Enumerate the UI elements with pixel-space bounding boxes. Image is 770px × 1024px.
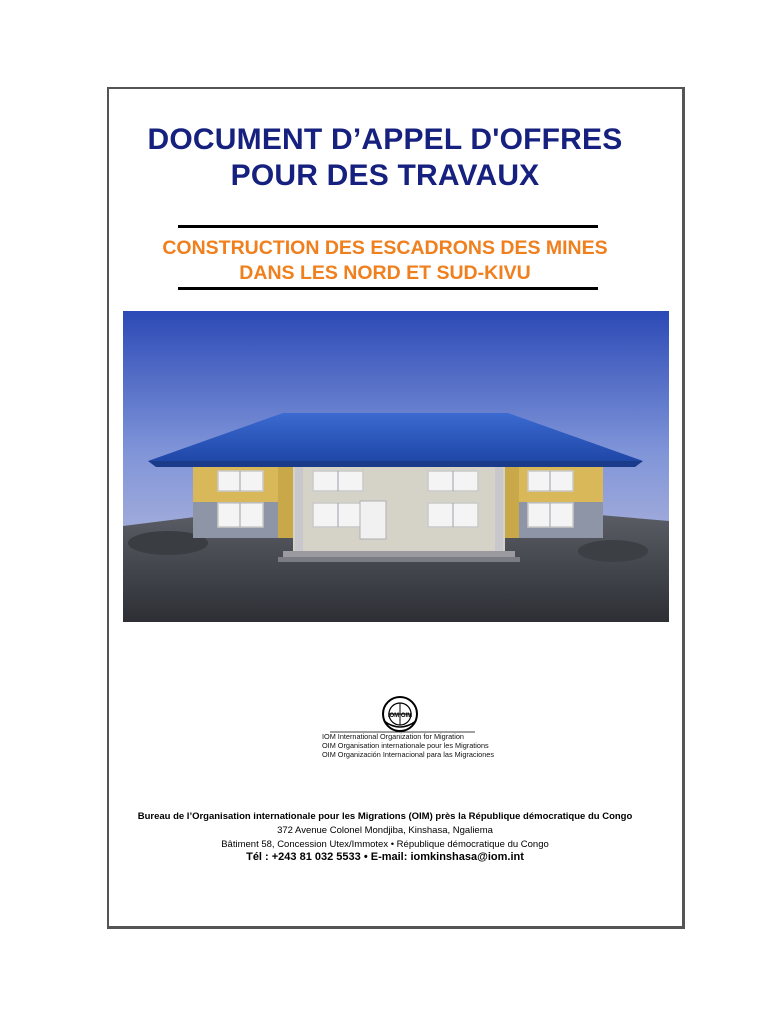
rule-bottom xyxy=(178,287,598,290)
iom-mark-text: IOM OIM xyxy=(387,713,413,719)
document-subtitle xyxy=(0,236,770,286)
footer-office: Bureau de l’Organisation internationale pour les Migrations (OIM) près la République démocratique du Congo xyxy=(137,811,633,822)
building-rendering xyxy=(123,311,669,622)
footer-contact: Tél : +243 81 032 5533 • E-mail: iomkinshasa@iom.int xyxy=(246,851,524,863)
title-line-1: DOCUMENT D’APPEL D'OFFRES xyxy=(147,123,623,156)
iom-line-es: OIM Organización Internacional para las Migraciones xyxy=(322,750,494,759)
footer-address: 372 Avenue Colonel Mondjiba, Kinshasa, Ngaliema xyxy=(277,825,493,836)
iom-logo-text xyxy=(322,732,492,759)
iom-emblem-icon xyxy=(300,693,490,733)
subtitle-line-2: DANS LES NORD ET SUD-KIVU xyxy=(239,262,531,284)
iom-line-en: IOM International Organization for Migration xyxy=(322,732,464,741)
footer-building: Bâtiment 58, Concession Utex/Immotex • République démocratique du Congo xyxy=(221,839,549,850)
building-illustration xyxy=(123,311,669,622)
rule-top xyxy=(178,225,598,228)
title-line-2: POUR DES TRAVAUX xyxy=(230,159,540,192)
document-title xyxy=(0,122,770,194)
subtitle-line-1: CONSTRUCTION DES ESCADRONS DES MINES xyxy=(162,237,608,259)
iom-line-fr: OIM Organisation internationale pour les Migrations xyxy=(322,741,489,750)
